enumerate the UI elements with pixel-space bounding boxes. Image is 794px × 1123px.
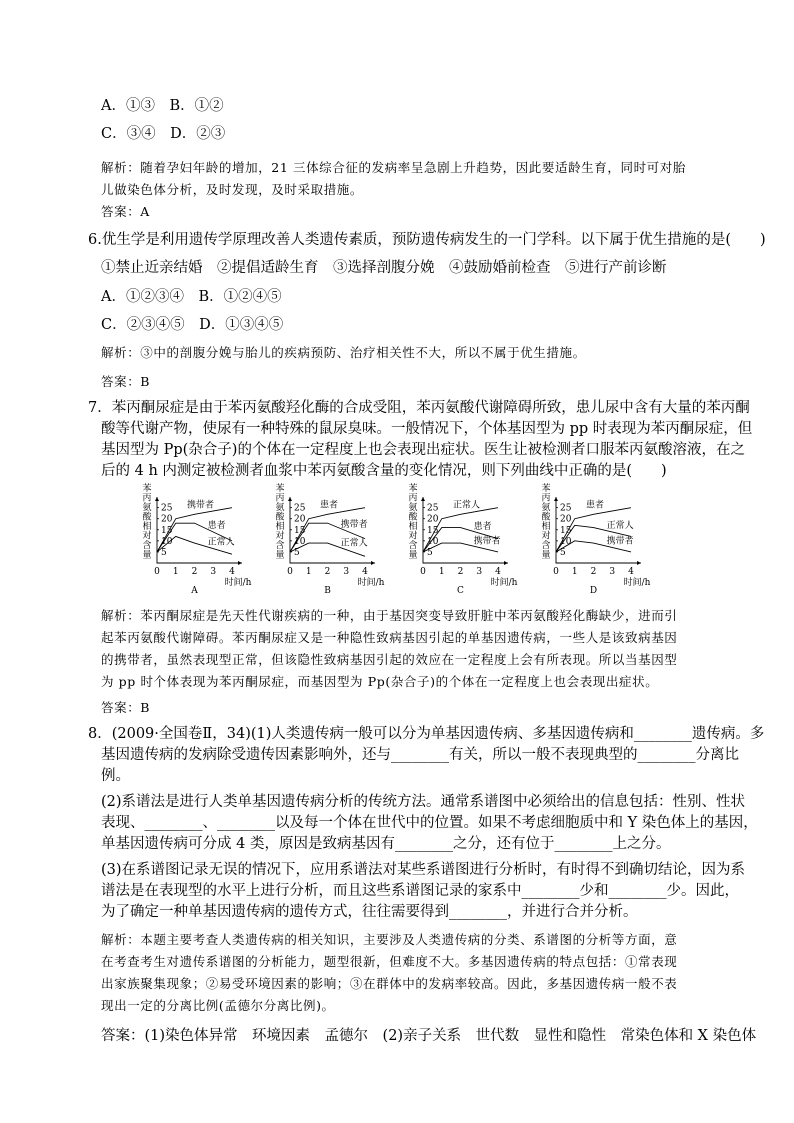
chart-c-ytick-label: 15: [427, 525, 439, 536]
chart-d-ytick-label: 10: [560, 536, 572, 547]
text-line-21: 8．(2009·全国卷Ⅱ，34)(1)人类遗传病一般可以分为单基因遗传病、多基因遗传病和________遗传病。多: [88, 726, 765, 742]
text-line-30: 解析：本题主要考查人类遗传病的相关知识，主要涉及人类遗传病的分类、系谱图的分析等方面，意: [101, 932, 678, 947]
chart-a-series-label-1: 携带者: [187, 500, 215, 511]
chart-d-xtick-label: 2: [590, 567, 597, 577]
text-line-2: C．③④ D．②③: [101, 126, 226, 142]
chart-b-ytick-label: 15: [294, 525, 306, 536]
chart-d-series-label-2: 正常人: [606, 521, 634, 532]
chart-d-xtick-label: 3: [609, 567, 616, 577]
chart-c-xlabel: 时间/h: [490, 578, 518, 588]
chart-a-svg: [143, 483, 273, 595]
chart-b-xlabel: 时间/h: [357, 578, 385, 588]
chart-b-svg: [276, 483, 406, 595]
chart-c-ytick-label: 20: [427, 514, 439, 525]
chart-a-ytick-label: 10: [161, 536, 173, 547]
text-line-1: A．①③ B．①②: [101, 98, 224, 114]
text-line-13: 酸等代谢产物，使尿有一种特殊的鼠尿臭味。一般情况下，个体基因型为 pp 时表现为苯丙酮尿症，但: [101, 421, 753, 437]
chart-b-series-label-2: 携带者: [340, 519, 368, 530]
text-line-22: 基因遗传病的发病除受遗传因素影响外，还与________有关，所以一般不表现典型的________分离比: [101, 747, 739, 763]
chart-b-ytick-label: 25: [294, 503, 306, 514]
text-line-23: 例。: [101, 768, 130, 784]
text-line-24: (2)系谱法是进行人类单基因遗传病分析的传统方法。通常系谱图中必须给出的信息包括：性别、性状: [101, 794, 746, 810]
chart-d-ytick-label: 15: [560, 525, 572, 536]
text-line-19: 为 pp 时个体表现为苯丙酮尿症，而基因型为 Pp(杂合子)的个体在一定程度上也会表现出症状。: [101, 674, 659, 689]
chart-d-ytick-label: 25: [560, 503, 572, 514]
text-line-33: 现出一定的分离比例(孟德尔分离比例)。: [101, 998, 335, 1013]
chart-c-xtick-label: 0: [420, 567, 426, 577]
chart-a-xlabel: 时间/h: [224, 578, 252, 588]
text-line-6: 6.优生学是利用遗传学原理改善人类遗传素质，预防遗传病发生的一门学科。以下属于优生措施的是( ): [88, 232, 766, 248]
chart-c-ytick-label: 10: [427, 536, 439, 547]
text-line-8: A．①②③④ B．①②④⑤: [101, 289, 282, 305]
chart-b-xtick-label: 3: [343, 567, 350, 577]
chart-d-series-label-3: 携带者: [606, 536, 634, 547]
chart-d-xtick-label: 0: [553, 567, 559, 577]
chart-row: [143, 483, 683, 595]
chart-a-xtick-label: 4: [229, 567, 235, 577]
chart-d-xlabel: 时间/h: [623, 578, 651, 588]
chart-panel-c: [409, 483, 539, 595]
chart-a-series-label-3: 正常人: [207, 537, 235, 548]
text-line-17: 起苯丙氨酸代谢障碍。苯丙酮尿症又是一种隐性致病基因引起的单基因遗传病，一些人是该致病基因: [101, 630, 678, 645]
chart-a-xtick-label: 2: [191, 567, 198, 577]
chart-panel-d: [542, 483, 672, 595]
text-line-20: 答案：B: [101, 700, 151, 715]
chart-a-ytick-label: 25: [161, 503, 173, 514]
chart-d-panel-label: D: [589, 586, 598, 595]
chart-c-series-label-2: 患者: [473, 522, 492, 533]
chart-b-series-label-1: 患者: [320, 500, 339, 511]
text-line-14: 基因型为 Pp(杂合子)的个体在一定程度上也会表现出症状。医生让被检测者口服苯丙氨酸溶液，在之: [101, 442, 745, 458]
chart-c-xtick-label: 3: [476, 567, 483, 577]
text-line-11: 答案：B: [101, 374, 151, 389]
chart-b-xtick-label: 1: [305, 567, 312, 577]
chart-a-xtick-label: 0: [154, 567, 160, 577]
text-line-4: 儿做染色体分析，及时发现，及时采取措施。: [101, 182, 364, 197]
text-line-29: 为了确定一种单基因遗传病的遗传方式，往往需要得到________，并进行合并分析。: [101, 904, 638, 920]
text-line-32: 出家族聚集现象；②易受环境因素的影响；③在群体中的发病率较高。因此，多基因遗传病一般不表: [101, 976, 678, 991]
chart-b-ylabel: 苯丙氨酸相对含量: [276, 484, 285, 561]
chart-a-ytick-label: 15: [161, 525, 173, 536]
text-line-16: 解析：苯丙酮尿症是先天性代谢疾病的一种，由于基因突变导致肝脏中苯丙氨酸羟化酶缺少，进而引: [101, 608, 678, 623]
chart-d-xtick-label: 1: [571, 567, 578, 577]
chart-c-panel-label: C: [457, 586, 464, 595]
chart-d-ytick-label: 5: [560, 547, 566, 558]
text-line-34: 答案：(1)染色体异常 环境因素 孟德尔 (2)亲子关系 世代数 显性和隐性 常染色体和 X 染色体: [101, 1028, 757, 1044]
text-line-3: 解析：随着孕妇年龄的增加，21 三体综合征的发病率呈急剧上升趋势，因此要适龄生育，同时可对胎: [101, 160, 686, 175]
chart-d-svg: [542, 483, 672, 595]
text-line-28: 谱法是在表现型的水平上进行分析，而且这些系谱图记录的家系中________少和________少。因此，: [101, 883, 739, 899]
text-line-26: 单基因遗传病可分成 4 类，原因是致病基因有________之分，还有位于________上之分。: [101, 836, 671, 852]
chart-b-series-label-3: 正常人: [340, 538, 368, 549]
text-line-25: 表现、________、________以及每一个体在世代中的位置。如果不考虑细胞质中和 Y 染色体上的基因，: [101, 815, 758, 831]
chart-b-ytick-label: 10: [294, 536, 306, 547]
chart-c-ytick-label: 5: [427, 547, 433, 558]
text-line-7: ①禁止近亲结婚 ②提倡适龄生育 ③选择剖腹分娩 ④鼓励婚前检查 ⑤进行产前诊断: [101, 260, 667, 276]
chart-a-ytick-label: 5: [161, 547, 167, 558]
chart-d-ytick-label: 20: [560, 514, 572, 525]
chart-panel-a: [143, 483, 273, 595]
chart-d-series-label-1: 患者: [586, 500, 605, 511]
chart-b-ytick-label: 20: [294, 514, 306, 525]
chart-c-xtick-label: 2: [457, 567, 464, 577]
text-line-5: 答案：A: [101, 204, 150, 219]
chart-b-xtick-label: 4: [362, 567, 368, 577]
chart-c-ytick-label: 25: [427, 503, 439, 514]
chart-c-series-label-3: 携带者: [473, 536, 501, 547]
chart-a-xtick-label: 3: [210, 567, 217, 577]
chart-b-xtick-label: 2: [324, 567, 331, 577]
chart-d-xtick-label: 4: [628, 567, 634, 577]
chart-d-ylabel: 苯丙氨酸相对含量: [542, 484, 551, 561]
chart-a-series-label-2: 患者: [207, 521, 226, 532]
chart-c-svg: [409, 483, 539, 595]
chart-b-xtick-label: 0: [287, 567, 293, 577]
chart-a-ylabel: 苯丙氨酸相对含量: [143, 484, 152, 561]
chart-b-panel-label: B: [324, 586, 331, 595]
chart-a-panel-label: A: [191, 586, 198, 595]
chart-c-ylabel: 苯丙氨酸相对含量: [409, 484, 418, 561]
chart-a-xtick-label: 1: [172, 567, 179, 577]
chart-c-xtick-label: 4: [495, 567, 501, 577]
text-line-12: 7．苯丙酮尿症是由于苯丙氨酸羟化酶的合成受阻，苯丙氨酸代谢障碍所致，患儿尿中含有大量的苯丙酮: [88, 400, 750, 416]
chart-panel-b: [276, 483, 406, 595]
text-line-18: 的携带者，虽然表现型正常，但该隐性致病基因引起的效应在一定程度上会有所表现。所以当基因型: [101, 652, 678, 667]
text-line-27: (3)在系谱图记录无误的情况下，应用系谱法对某些系谱图进行分析时，有时得不到确切结论，因为系: [101, 862, 746, 878]
text-line-9: C．②③④⑤ D．①③④⑤: [101, 317, 284, 333]
text-line-10: 解析：③中的剖腹分娩与胎儿的疾病预防、治疗相关性不大，所以不属于优生措施。: [101, 345, 586, 360]
text-line-31: 在考查考生对遗传系谱图的分析能力，题型很新，但难度不大。多基因遗传病的特点包括：①常表现: [101, 954, 678, 969]
chart-c-xtick-label: 1: [438, 567, 445, 577]
chart-a-ytick-label: 20: [161, 514, 173, 525]
text-line-15: 后的 4 h 内测定被检测者血浆中苯丙氨酸含量的变化情况，则下列曲线中正确的是( ): [101, 463, 667, 479]
chart-b-ytick-label: 5: [294, 547, 300, 558]
chart-c-series-label-1: 正常人: [453, 500, 481, 511]
